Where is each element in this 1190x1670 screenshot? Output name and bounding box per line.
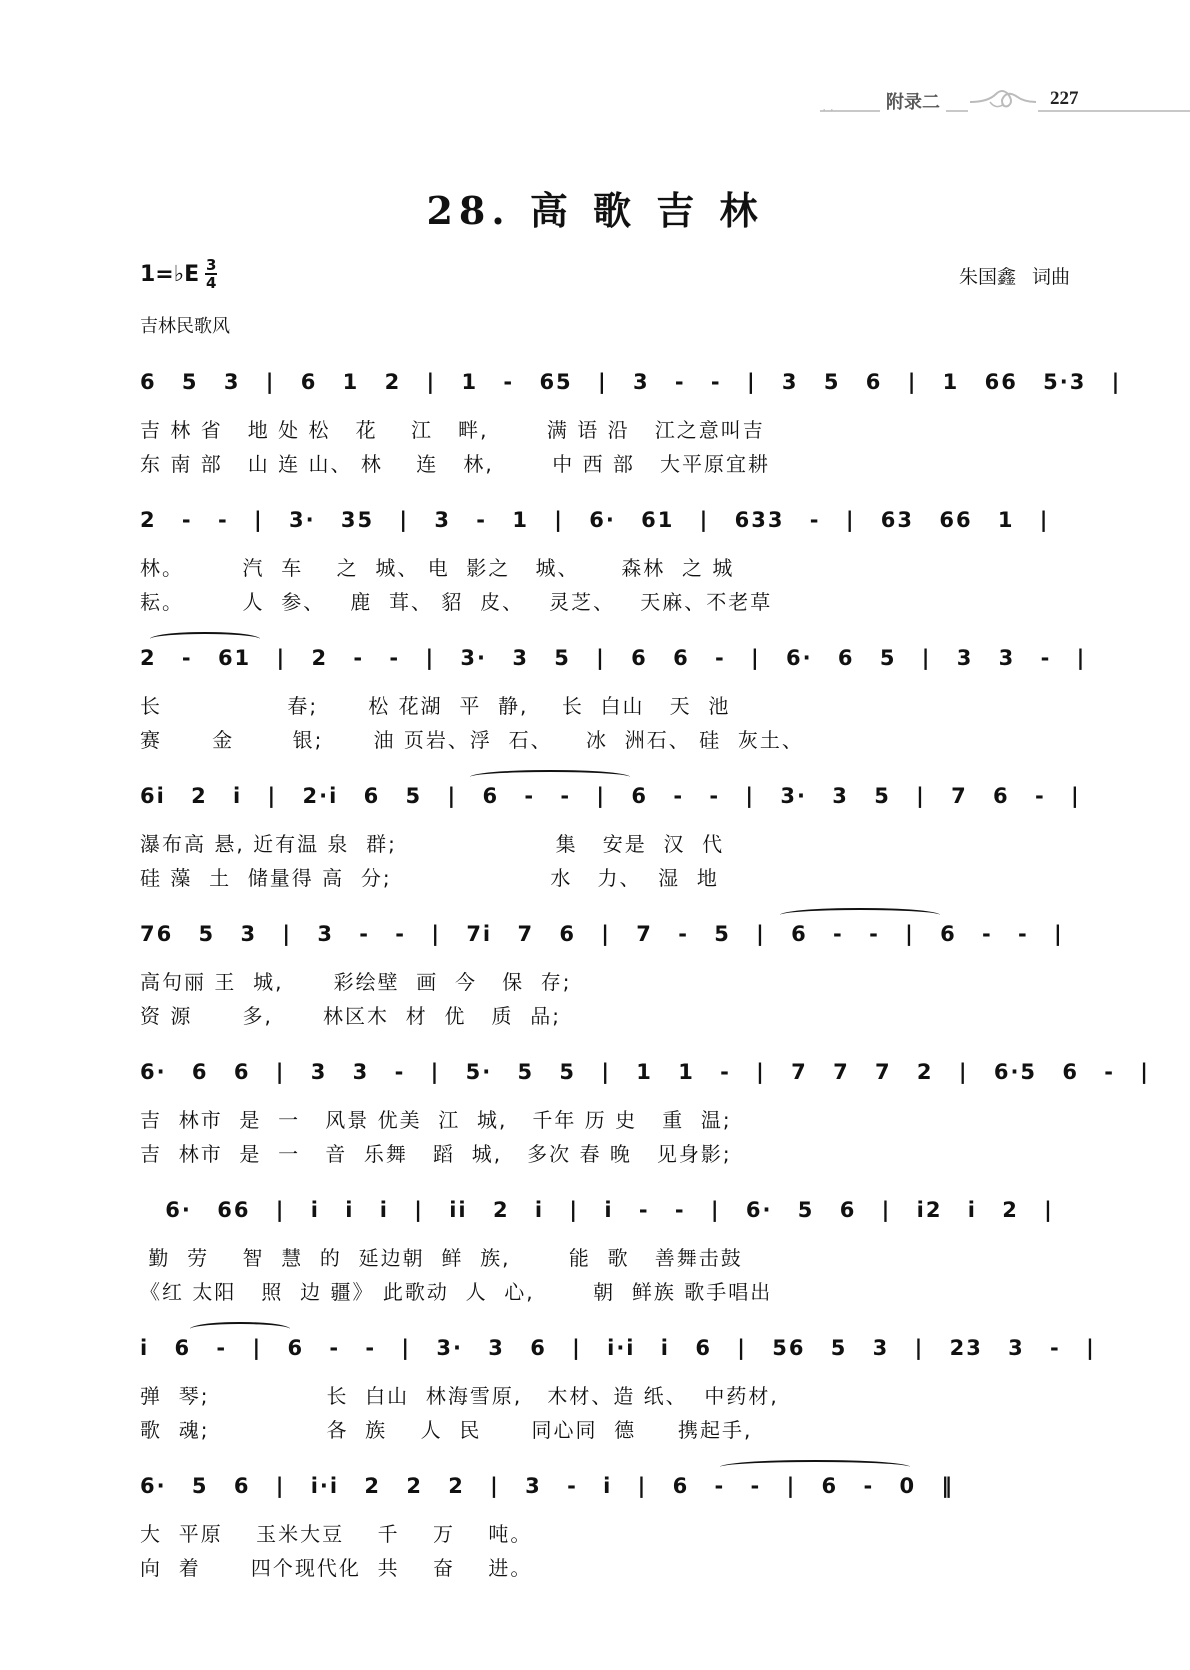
notes-line: 76 5 3 | 3 - - | 7i 7 6 | 7 - 5 | 6 - - | 6 - - | xyxy=(140,922,1064,946)
lyric-verse-2: 东 南 部 山 连 山、 林 连 林, 中 西 部 大平原宜耕 xyxy=(140,452,771,476)
notes-line: 6 5 3 | 6 1 2 | 1 - 65 | 3 - - | 3 5 6 | 1 66 5·3 | xyxy=(140,370,1122,394)
lyric-verse-2: 赛 金 银; 油 页岩、浮 石、 冰 洲石、 硅 灰土、 xyxy=(140,728,804,752)
time-top: 3 xyxy=(205,256,217,274)
time-signature xyxy=(205,258,217,290)
lyric-verse-1: 林。 汽 车 之 城、 电 影之 城、 森林 之 城 xyxy=(140,556,735,580)
header-section: 附录二 xyxy=(880,88,946,114)
notes-line: 6· 6 6 | 3 3 - | 5· 5 5 | 1 1 - | 7 7 7 2 | 6·5 6 - | xyxy=(140,1060,1150,1084)
notes-line: 6· 5 6 | i·i 2 2 2 | 3 - i | 6 - - | 6 - 0 ‖ xyxy=(140,1474,954,1498)
notes-line: 2 - 61 | 2 - - | 3· 3 5 | 6 6 - | 6· 6 5 | 3 3 - | xyxy=(140,646,1087,670)
lyric-verse-1: 吉 林市 是 一 风景 优美 江 城, 千年 历 史 重 温; xyxy=(140,1108,732,1132)
notes-line: 6i 2 i | 2·i 6 5 | 6 - - | 6 - - | 3· 3 5 | 7 6 - | xyxy=(140,784,1081,808)
lyric-verse-1: 瀑布高 悬, 近有温 泉 群; 集 安是 汉 代 xyxy=(140,832,725,856)
notes-line: 2 - - | 3· 35 | 3 - 1 | 6· 61 | 633 - | 63 66 1 | xyxy=(140,508,1050,532)
score-system-1 xyxy=(140,362,1122,502)
lyric-verse-2: 向 着 四个现代化 共 奋 进。 xyxy=(140,1556,533,1580)
lyric-verse-1: 吉 林 省 地 处 松 花 江 畔, 满 语 沿 江之意叫吉 xyxy=(140,418,765,442)
score-system-7 xyxy=(140,1190,1075,1330)
lyric-verse-2: 《红 太阳 照 边 疆》 此歌动 人 心, 朝 鲜族 歌手唱出 xyxy=(140,1280,773,1304)
score-system-3 xyxy=(140,638,1087,778)
lyric-verse-1: 高句丽 王 城, 彩绘壁 画 今 保 存; xyxy=(140,970,572,994)
author: 朱国鑫 词曲 xyxy=(958,266,1070,288)
ornament-icon xyxy=(968,80,1038,116)
lyric-verse-2: 资 源 多, 林区木 材 优 质 品; xyxy=(140,1004,561,1028)
score-system-6 xyxy=(140,1052,1150,1192)
notes-line: 6· 66 | i i i | ii 2 i | i - - | 6· 5 6 | i2 i 2 | xyxy=(140,1198,1054,1222)
style-note: 吉林民歌风 xyxy=(140,316,230,337)
lyric-verse-1: 长 春; 松 花湖 平 静, 长 白山 天 池 xyxy=(140,694,731,718)
header-dots: ·· xyxy=(822,103,837,119)
lyric-verse-1: 勤 劳 智 慧 的 延边朝 鲜 族, 能 歌 善舞击鼓 xyxy=(140,1246,743,1270)
notes-line: i 6 - | 6 - - | 3· 3 6 | i·i i 6 | 56 5 3 | 23 3 - | xyxy=(140,1336,1096,1360)
score-system-5 xyxy=(140,914,1075,1054)
score-system-4 xyxy=(140,776,1081,916)
score-system-8 xyxy=(140,1328,1096,1468)
lyric-verse-2: 歌 魂; 各 族 人 民 同心同 德 携起手, xyxy=(140,1418,753,1442)
score-system-9 xyxy=(140,1466,1075,1606)
lyric-verse-1: 弹 琴; 长 白山 林海雪原, 木材、造 纸、 中药材, xyxy=(140,1384,779,1408)
key-signature xyxy=(140,258,217,290)
lyric-verse-2: 吉 林市 是 一 音 乐舞 蹈 城, 多次 春 晚 见身影; xyxy=(140,1142,732,1166)
lyric-verse-2: 硅 藻 土 储量得 高 分; 水 力、 湿 地 xyxy=(140,866,719,890)
time-bottom: 4 xyxy=(205,274,217,292)
lyric-verse-1: 大 平原 玉米大豆 千 万 吨。 xyxy=(140,1522,533,1546)
page-number: 227 xyxy=(1046,88,1083,110)
key-label: 1=♭E xyxy=(140,261,200,287)
score-system-2 xyxy=(140,500,1075,640)
lyric-verse-2: 耘。 人 参、 鹿 茸、 貂 皮、 灵芝、 天麻、不老草 xyxy=(140,590,773,614)
song-title: 28. 高 歌 吉 林 xyxy=(426,188,764,233)
